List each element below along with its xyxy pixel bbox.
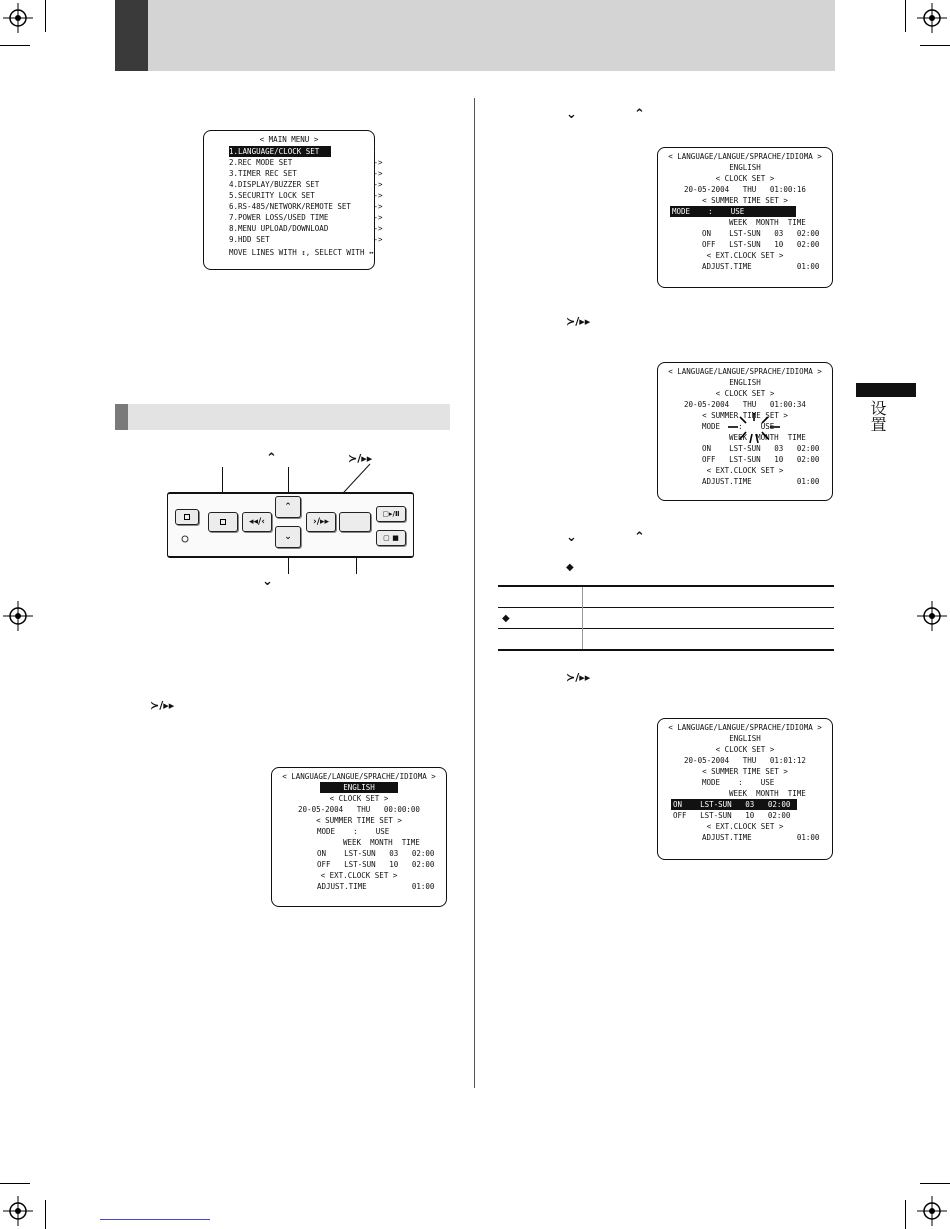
menu-item-5[interactable]: 5.SECURITY LOCK SET -> (229, 191, 383, 200)
set-button[interactable] (208, 512, 238, 532)
registration-mark-tr (917, 3, 947, 33)
menu-hint: MOVE LINES WITH ↕, SELECT WITH ↔ (229, 248, 374, 257)
crop-line (905, 1200, 906, 1229)
on-row[interactable]: ON LST-SUN 03 02:00 (671, 799, 832, 810)
crop-line (45, 0, 46, 32)
language-value[interactable]: ENGLISH (729, 734, 761, 743)
table-cell (583, 586, 835, 608)
menu-item-9[interactable]: 9.HDD SET -> (229, 235, 383, 244)
exit-button[interactable] (339, 512, 371, 532)
info-table (498, 585, 834, 651)
ext-clock-header: < EXT.CLOCK SET > (706, 466, 784, 475)
diamond-glyph: ◆ (566, 562, 574, 573)
summer-time-header: < SUMMER TIME SET > (316, 816, 402, 825)
right-ff-glyph: ≻/▸▸ (566, 315, 591, 328)
registration-mark-mr (917, 601, 947, 631)
adjust-time-row[interactable]: ADJUST.TIME 01:00 (702, 833, 820, 842)
clock-set-header: < CLOCK SET > (329, 794, 389, 803)
down-glyph-label: ⌄ (262, 574, 273, 589)
screen-title: < LANGUAGE/LANGUE/SPRACHE/IDIOMA > (668, 367, 822, 376)
column-divider (474, 98, 475, 1088)
mode-row[interactable]: MODE : USE (317, 827, 390, 836)
up-glyph: ⌃ (634, 107, 645, 122)
on-row[interactable]: ON LST-SUN 03 02:00 (317, 849, 435, 858)
language-value[interactable]: ENGLISH (729, 163, 761, 172)
off-row[interactable]: OFF LST-SUN 10 02:00 (317, 860, 435, 869)
stop-button[interactable]: ▢ ■ (376, 530, 406, 546)
mode-row[interactable]: MODE : USE (670, 206, 832, 217)
forward-button[interactable]: ›/▸▸ (306, 512, 336, 532)
off-row[interactable]: OFF LST-SUN 10 02:00 (673, 811, 791, 820)
adjust-time-row[interactable]: ADJUST.TIME 01:00 (317, 882, 435, 891)
header-band (115, 0, 835, 71)
clock-value[interactable]: 20-05-2004 THU 00:00:00 (298, 805, 420, 814)
menu-item-4[interactable]: 4.DISPLAY/BUZZER SET -> (229, 180, 383, 189)
rewind-button[interactable]: ◂◂/‹ (242, 512, 272, 532)
ext-clock-header: < EXT.CLOCK SET > (706, 822, 784, 831)
off-row[interactable]: OFF LST-SUN 10 02:00 (702, 455, 820, 464)
registration-mark-br (917, 1196, 947, 1226)
crop-line (0, 1183, 30, 1184)
screen-title: < LANGUAGE/LANGUE/SPRACHE/IDIOMA > (668, 152, 822, 161)
registration-mark-bl (3, 1196, 33, 1226)
clock-set-header: < CLOCK SET > (715, 745, 775, 754)
language-clock-screen-c (657, 362, 833, 501)
right-ff-glyph-label: ≻/▸▸ (348, 452, 373, 465)
menu-item-1[interactable]: 1.LANGUAGE/CLOCK SET -> (229, 147, 383, 156)
down-glyph: ⌄ (566, 530, 577, 545)
down-glyph: ⌄ (566, 107, 577, 122)
mode-row[interactable]: MODE : USE (702, 422, 775, 431)
clock-set-header: < CLOCK SET > (715, 389, 775, 398)
table-cell (583, 629, 835, 651)
clock-value[interactable]: 20-05-2004 THU 01:01:12 (684, 756, 806, 765)
on-row[interactable]: ON LST-SUN 03 02:00 (702, 229, 820, 238)
summer-time-header: < SUMMER TIME SET > (702, 767, 788, 776)
registration-mark-tl (3, 3, 33, 33)
side-section-label: 设置 (868, 400, 887, 432)
table-cell (498, 586, 583, 608)
down-button[interactable]: ⌄ (275, 526, 301, 548)
crop-line (905, 0, 906, 32)
crop-line (45, 1200, 46, 1229)
table-row (498, 629, 834, 651)
menu-button[interactable] (175, 509, 199, 525)
off-row[interactable]: OFF LST-SUN 10 02:00 (702, 240, 820, 249)
footer-line (100, 1219, 210, 1220)
column-headers: WEEK MONTH TIME (729, 433, 806, 442)
column-headers: WEEK MONTH TIME (729, 218, 806, 227)
header-tab (115, 0, 148, 71)
clock-value[interactable]: 20-05-2004 THU 01:00:16 (684, 185, 806, 194)
language-value[interactable]: ENGLISH (729, 378, 761, 387)
column-headers: WEEK MONTH TIME (343, 838, 420, 847)
play-pause-button[interactable]: ▢▸/Ⅱ (376, 506, 406, 522)
up-button[interactable]: ⌃ (275, 496, 301, 518)
adjust-time-row[interactable]: ADJUST.TIME 01:00 (702, 477, 820, 486)
menu-item-6[interactable]: 6.RS-485/NETWORK/REMOTE SET -> (229, 202, 383, 211)
column-headers: WEEK MONTH TIME (729, 789, 806, 798)
language-clock-screen-b (657, 147, 833, 288)
language-value[interactable]: ENGLISH (272, 782, 446, 793)
menu-title: < MAIN MENU > (259, 135, 319, 144)
adjust-time-row[interactable]: ADJUST.TIME 01:00 (702, 262, 820, 271)
table-cell (583, 608, 835, 629)
section-bar-tab (115, 404, 128, 430)
up-glyph: ⌃ (634, 530, 645, 545)
table-row (498, 586, 834, 608)
blink-burst-icon (726, 407, 782, 447)
language-clock-screen-d (657, 718, 833, 860)
main-menu-screen (203, 130, 383, 270)
menu-item-8[interactable]: 8.MENU UPLOAD/DOWNLOAD -> (229, 224, 383, 233)
on-row[interactable]: ON LST-SUN 03 02:00 (702, 444, 820, 453)
registration-mark-ml (3, 601, 33, 631)
right-ff-glyph: ≻/▸▸ (150, 699, 175, 712)
right-ff-glyph: ≻/▸▸ (566, 671, 591, 684)
table-row (498, 608, 834, 629)
screen-title: < LANGUAGE/LANGUE/SPRACHE/IDIOMA > (668, 723, 822, 732)
indicator-lamp (180, 534, 190, 544)
table-cell (498, 629, 583, 651)
menu-item-2[interactable]: 2.REC MODE SET -> (229, 158, 383, 167)
crop-line (920, 45, 950, 46)
remote-control-panel (167, 492, 414, 558)
language-clock-screen-a (271, 767, 447, 907)
clock-value[interactable]: 20-05-2004 THU 01:00:34 (684, 400, 806, 409)
crop-line (920, 1183, 950, 1184)
menu-item-3[interactable]: 3.TIMER REC SET -> (229, 169, 383, 178)
side-tab-marker (856, 383, 916, 397)
up-glyph-label: ⌃ (266, 451, 277, 466)
crop-line (0, 45, 30, 46)
summer-time-header: < SUMMER TIME SET > (702, 411, 788, 420)
summer-time-header: < SUMMER TIME SET > (702, 196, 788, 205)
section-bar (115, 404, 450, 430)
ext-clock-header: < EXT.CLOCK SET > (706, 251, 784, 260)
mode-row[interactable]: MODE : USE (702, 778, 775, 787)
screen-title: < LANGUAGE/LANGUE/SPRACHE/IDIOMA > (282, 772, 436, 781)
menu-item-7[interactable]: 7.POWER LOSS/USED TIME -> (229, 213, 383, 222)
ext-clock-header: < EXT.CLOCK SET > (320, 871, 398, 880)
table-cell: ◆ (498, 608, 583, 629)
clock-set-header: < CLOCK SET > (715, 174, 775, 183)
